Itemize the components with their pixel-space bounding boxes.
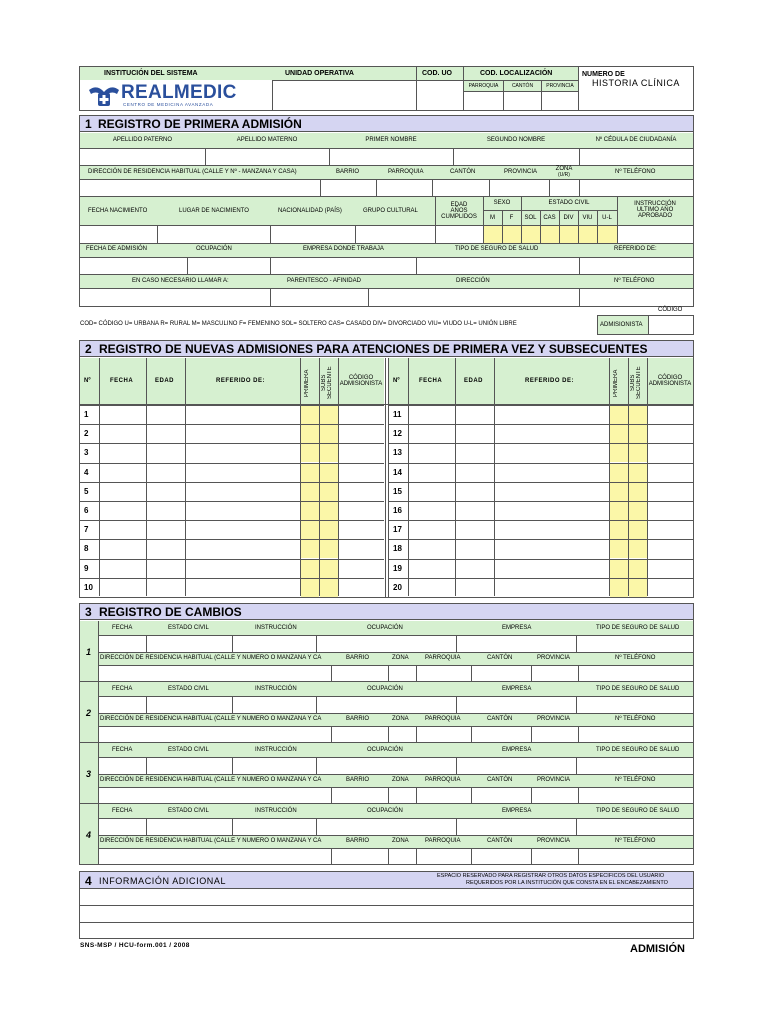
s2-right-vline [647, 358, 648, 596]
s2-row-number: 3 [84, 448, 89, 457]
s3-vline [456, 696, 457, 713]
s2-subsecuente-cell[interactable] [320, 444, 338, 462]
s3-vline [576, 757, 577, 774]
s3-top-label: INSTRUCCIÓN [255, 808, 297, 814]
s2-subsecuente-cell[interactable] [629, 579, 647, 597]
estado-cas-cell[interactable] [541, 226, 559, 243]
s3-vline [146, 757, 147, 774]
s2-right-vline [494, 358, 495, 596]
s2-right-vline [455, 358, 456, 596]
s3-top-label: FECHA [112, 808, 133, 814]
section-2-number: 2 [85, 342, 92, 356]
s2-row-number: 15 [393, 487, 402, 496]
s3-vline [416, 665, 417, 681]
footer-title: ADMISIÓN [630, 943, 685, 955]
s3-bottom-label: DIRECCIÓN DE RESIDENCIA HABITUAL (CALLE Y NUMERO O MANZANA Y CA [100, 838, 322, 844]
s3-top-label: INSTRUCCIÓN [255, 747, 297, 753]
s2-right-primera-label: PRIMERA [613, 369, 619, 397]
s1-direccion-contacto-label: DIRECCIÓN [456, 278, 490, 284]
s1-telefono-contacto-label: Nº TELÉFONO [614, 278, 655, 284]
s2-row-number: 2 [84, 429, 89, 438]
s1-direccion-label: DIRECCIÓN DE RESIDENCIA HABITUAL (CALLE Y Nº - MANZANA Y CASA) [88, 169, 297, 175]
s3-hline [99, 696, 693, 697]
s1-edad-label-2: AÑOS [450, 208, 468, 214]
s3-vline [456, 635, 457, 652]
s1-parroquia-label: PARROQUIA [388, 169, 424, 175]
section-1-title: REGISTRO DE PRIMERA ADMISIÓN [98, 117, 302, 131]
s3-bottom-label: DIRECCIÓN DE RESIDENCIA HABITUAL (CALLE Y NUMERO O MANZANA Y CA [100, 777, 322, 783]
s3-bottom-label: PROVINCIA [537, 655, 571, 661]
s2-subsecuente-cell[interactable] [320, 406, 338, 424]
s2-subsecuente-cell[interactable] [320, 464, 338, 482]
s3-vline [232, 696, 233, 713]
s3-vline [331, 848, 332, 864]
s3-hline [99, 818, 693, 819]
s2-left-vline [338, 358, 339, 596]
s3-bottom-label: BARRIO [346, 777, 370, 783]
s1-empresa-label: EMPRESA DONDE TRABAJA [303, 246, 384, 252]
s2-primera-cell[interactable] [610, 464, 628, 482]
s2-right-hline [389, 597, 693, 598]
s2-primera-cell[interactable] [610, 425, 628, 443]
s2-row-number: 13 [393, 448, 402, 457]
s2-row-number: 10 [84, 583, 93, 592]
s1-lugar-nac-label: LUGAR DE NACIMIENTO [179, 208, 249, 214]
s3-vline [578, 787, 579, 803]
s3-hline [99, 726, 693, 727]
header-numero-label: NUMERO DE [582, 71, 625, 78]
s3-vline [232, 818, 233, 835]
s2-row-number: 14 [393, 468, 402, 477]
s3-vline [471, 848, 472, 864]
s2-left-vline [185, 358, 186, 596]
s3-vline [416, 726, 417, 742]
s2-subsecuente-cell[interactable] [629, 483, 647, 501]
s3-top-label: TIPO DE SEGURO DE SALUD [596, 625, 680, 631]
s3-vline [388, 726, 389, 742]
s2-right-ref-label: REFERIDO DE: [525, 378, 575, 384]
s1-edad-label-3: CUMPLIDOS [441, 214, 477, 220]
s2-row-number: 11 [393, 410, 402, 419]
section-4-note-2: REQUERIDOS POR LA INSTITUCIÓN QUE CONSTA EN EL ENCABEZAMIENTO [466, 880, 668, 886]
sexo-f-cell[interactable] [503, 226, 521, 243]
s3-bottom-label: Nº TELÉFONO [615, 716, 656, 722]
s2-row-number: 4 [84, 468, 89, 477]
s1-instruccion-label-2: ULTIMO AÑO [636, 207, 674, 213]
s2-center-divider [385, 358, 389, 597]
logo-name: REALMEDIC [121, 82, 237, 103]
estado-ul-cell[interactable] [598, 226, 617, 243]
s2-primera-cell[interactable] [301, 560, 319, 578]
s3-vline [456, 818, 457, 835]
s2-subsecuente-cell[interactable] [629, 540, 647, 558]
s2-primera-cell[interactable] [301, 425, 319, 443]
s1-div-label: DIV [563, 215, 574, 221]
s3-vline [146, 635, 147, 652]
s1-instruccion-label-1: INSTRUCCIÓN [634, 201, 676, 207]
s2-subsecuente-cell[interactable] [320, 425, 338, 443]
s1-seguro-label: TIPO DE SEGURO DE SALUD [455, 246, 539, 252]
s3-vline [388, 787, 389, 803]
s2-primera-cell[interactable] [610, 406, 628, 424]
s3-vline [316, 757, 317, 774]
header-cod-uo-label: COD. UO [422, 70, 452, 77]
s3-top-label: ESTADO CIVIL [168, 686, 209, 692]
s2-row-number: 8 [84, 544, 89, 553]
s2-right-fecha-label: FECHA [419, 378, 443, 384]
s3-vline [232, 635, 233, 652]
s3-top-label: FECHA [112, 686, 133, 692]
s1-telefono-label: Nº TELÉFONO [615, 169, 656, 175]
s3-top-label: INSTRUCCIÓN [255, 625, 297, 631]
s2-left-subs-label-1: SUBS [321, 374, 327, 392]
s1-llamar-label: EN CASO NECESARIO LLAMAR A: [132, 278, 229, 284]
s1-cedula-label: Nº CÉDULA DE CIUDADANÍA [595, 137, 677, 143]
s3-vline [576, 635, 577, 652]
s3-top-label: OCUPACIÓN [367, 686, 403, 692]
s3-vline [456, 757, 457, 774]
s2-right-edad-label: EDAD [464, 378, 484, 384]
s2-subsecuente-cell[interactable] [320, 483, 338, 501]
s2-primera-cell[interactable] [301, 444, 319, 462]
s1-provincia-label: PROVINCIA [504, 169, 538, 175]
s2-row-number: 19 [393, 564, 402, 573]
s3-vline [578, 665, 579, 681]
s1-viu-label: VIU [582, 215, 593, 221]
s1-ul-label: U-L [602, 215, 612, 221]
s3-bottom-label: ZONA [392, 777, 409, 783]
s2-primera-cell[interactable] [610, 502, 628, 520]
s3-block-number: 2 [86, 708, 92, 718]
s1-estado-civil-label: ESTADO CIVIL [548, 200, 590, 206]
s3-bottom-label: DIRECCIÓN DE RESIDENCIA HABITUAL (CALLE Y NUMERO O MANZANA Y CA [100, 716, 322, 722]
s3-top-label: OCUPACIÓN [367, 625, 403, 631]
s3-vline [331, 665, 332, 681]
header-institucion-label: INSTITUCIÓN DEL SISTEMA [104, 70, 198, 77]
section-4-note-1: ESPACIO RESERVADO PARA REGISTRAR OTROS DATOS ESPECIFICOS DEL USUARIO [437, 873, 665, 879]
s3-top-label: EMPRESA [502, 625, 532, 631]
s3-bottom-label: PARROQUIA [425, 716, 461, 722]
s2-left-primera-label: PRIMERA [304, 369, 310, 397]
s3-vline [531, 665, 532, 681]
s3-vline [531, 848, 532, 864]
s3-top-label: EMPRESA [502, 808, 532, 814]
s3-bottom-label: CANTÓN [487, 777, 513, 783]
s3-vline [316, 635, 317, 652]
s2-row-number: 20 [393, 583, 402, 592]
s3-bottom-label: Nº TELÉFONO [615, 838, 656, 844]
s3-vline [316, 818, 317, 835]
s1-sol-label: SOL [524, 215, 537, 221]
s2-primera-cell[interactable] [301, 521, 319, 539]
s3-top-label: FECHA [112, 625, 133, 631]
s1-codigo-input[interactable] [648, 315, 694, 335]
section-3-box [79, 603, 694, 865]
s1-primer-nombre-label: PRIMER NOMBRE [365, 137, 417, 143]
s2-subsecuente-cell[interactable] [320, 560, 338, 578]
s3-vline [531, 787, 532, 803]
s1-row4-labels [80, 244, 693, 257]
s2-left-vline [99, 358, 100, 596]
s2-primera-cell[interactable] [301, 406, 319, 424]
s2-subsecuente-cell[interactable] [320, 540, 338, 558]
s1-zona-sub-label: (U/R) [558, 172, 570, 178]
s1-edad-label-1: EDAD [450, 202, 468, 208]
s3-top-label: OCUPACIÓN [367, 808, 403, 814]
s2-subsecuente-cell[interactable] [629, 444, 647, 462]
s2-row-number: 18 [393, 544, 402, 553]
s2-row-number: 12 [393, 429, 402, 438]
realmedic-logo [87, 83, 237, 109]
s2-primera-cell[interactable] [301, 540, 319, 558]
section-3-number: 3 [85, 605, 92, 619]
s3-bottom-label: CANTÓN [487, 838, 513, 844]
s3-bottom-label: PROVINCIA [537, 838, 571, 844]
s3-block-number: 4 [86, 830, 92, 840]
s3-vline [576, 696, 577, 713]
s2-left-fecha-label: FECHA [110, 378, 134, 384]
s2-right-subs-label-2: SECUENTE [636, 366, 642, 400]
s3-vline [388, 665, 389, 681]
s2-subsecuente-cell[interactable] [629, 560, 647, 578]
s2-subsecuente-cell[interactable] [629, 425, 647, 443]
s2-row-number: 16 [393, 506, 402, 515]
s1-apellido-paterno-label: APELLIDO PATERNO [112, 137, 173, 143]
s3-vline [531, 726, 532, 742]
s3-vline [316, 696, 317, 713]
s2-primera-cell[interactable] [301, 502, 319, 520]
s3-bottom-label: DIRECCIÓN DE RESIDENCIA HABITUAL (CALLE Y NUMERO O MANZANA Y CA [100, 655, 322, 661]
s2-left-subs-label-2: SECUENTE [327, 366, 333, 400]
s2-primera-cell[interactable] [301, 579, 319, 597]
s3-bottom-label: Nº TELÉFONO [615, 655, 656, 661]
header-parroquia-label: PARROQUIA [468, 83, 499, 89]
s1-f-label: F [509, 215, 514, 221]
s3-top-label: TIPO DE SEGURO DE SALUD [596, 808, 680, 814]
s1-barrio-label: BARRIO [336, 169, 360, 175]
s2-left-ref-label: REFERIDO DE: [216, 378, 266, 384]
s3-vline [578, 848, 579, 864]
estado-div-cell[interactable] [560, 226, 578, 243]
s2-subsecuente-cell[interactable] [629, 521, 647, 539]
s2-subsecuente-cell[interactable] [629, 502, 647, 520]
s2-left-hline [80, 597, 384, 598]
section-4-title: INFORMACIÓN ADICIONAL [99, 876, 227, 886]
s3-top-label: INSTRUCCIÓN [255, 686, 297, 692]
s2-primera-cell[interactable] [610, 579, 628, 597]
s2-right-cod-label-2: ADMISIONISTA [648, 381, 692, 387]
s3-vline [471, 787, 472, 803]
s3-bottom-label: BARRIO [346, 716, 370, 722]
s2-row-number: 6 [84, 506, 89, 515]
estado-viu-cell[interactable] [579, 226, 597, 243]
s2-primera-cell[interactable] [301, 464, 319, 482]
s2-subsecuente-cell[interactable] [320, 521, 338, 539]
s3-vline [331, 726, 332, 742]
s1-legend: COD= CÓDIGO U= URBANA R= RURAL M= MASCULINO F= FEMENINO SOL= SOLTERO CAS= CASADO DIV= DIVORCIADO VIU= VIUDO U-L= UNIÓN LIBRE [80, 321, 517, 327]
section-3-title: REGISTRO DE CAMBIOS [99, 605, 242, 619]
estado-sol-cell[interactable] [522, 226, 540, 243]
s3-bottom-label: ZONA [392, 838, 409, 844]
s3-block-number: 3 [86, 769, 92, 779]
s2-primera-cell[interactable] [610, 521, 628, 539]
s3-bottom-label: PARROQUIA [425, 655, 461, 661]
s3-bottom-label: PARROQUIA [425, 777, 461, 783]
s2-subsecuente-cell[interactable] [629, 406, 647, 424]
s3-bottom-label: CANTÓN [487, 716, 513, 722]
s2-left-cod-label-1: CÓDIGO [348, 375, 374, 381]
s1-apellido-materno-label: APELLIDO MATERNO [236, 137, 298, 143]
s1-ocupacion-label: OCUPACIÓN [196, 246, 232, 252]
s3-top-label: ESTADO CIVIL [168, 747, 209, 753]
s3-vline [416, 848, 417, 864]
header-provincia-label: PROVINCIA [546, 83, 574, 89]
s3-vline [471, 665, 472, 681]
s3-hline [99, 848, 693, 849]
s3-bottom-label: ZONA [392, 655, 409, 661]
s2-primera-cell[interactable] [610, 540, 628, 558]
s3-top-label: TIPO DE SEGURO DE SALUD [596, 747, 680, 753]
s3-top-label: EMPRESA [502, 747, 532, 753]
s2-left-n-label: Nº [84, 378, 91, 384]
s3-vline [146, 818, 147, 835]
s3-hline [99, 635, 693, 636]
s1-segundo-nombre-label: SEGUNDO NOMBRE [486, 137, 546, 143]
section-1-number: 1 [85, 117, 92, 131]
s2-row-number: 17 [393, 525, 402, 534]
s3-hline [99, 757, 693, 758]
s1-grupo-label: GRUPO CULTURAL [363, 208, 418, 214]
s3-top-label: ESTADO CIVIL [168, 808, 209, 814]
s2-right-cod-label-1: CÓDIGO [657, 375, 683, 381]
s1-admisionista-label: ADMISIONISTA [600, 322, 643, 328]
s1-canton-label: CANTÓN [450, 169, 476, 175]
s3-hline [99, 787, 693, 788]
footer-code: SNS-MSP / HCU-form.001 / 2008 [80, 942, 190, 949]
logo-subtitle: CENTRO DE MEDICINA AVANZADA [123, 102, 214, 107]
s2-primera-cell[interactable] [610, 444, 628, 462]
s2-right-vline [408, 358, 409, 596]
s1-sexo-label: SEXO [493, 200, 511, 206]
header-canton-label: CANTÓN [511, 83, 534, 89]
s2-header-bottom [80, 404, 693, 405]
s3-top-label: FECHA [112, 747, 133, 753]
s3-vline [416, 787, 417, 803]
s3-vline [471, 726, 472, 742]
s2-subsecuente-cell[interactable] [629, 464, 647, 482]
s3-vline [146, 696, 147, 713]
section-2-title: REGISTRO DE NUEVAS ADMISIONES PARA ATENCIONES DE PRIMERA VEZ Y SUBSECUENTES [99, 342, 648, 356]
s2-right-subs-label-1: SUBS [630, 374, 636, 392]
s1-instruccion-label-3: APROBADO [637, 213, 672, 219]
s1-zona-label: ZONA [555, 166, 573, 172]
s3-block-number: 1 [86, 647, 92, 657]
s1-nacionalidad-label: NACIONALIDAD (PAÍS) [278, 208, 342, 214]
section-4-number: 4 [85, 874, 92, 888]
s3-hline [99, 665, 693, 666]
s3-vline [331, 787, 332, 803]
header-historia-label: HISTORIA CLÍNICA [592, 78, 680, 88]
s3-vline [576, 818, 577, 835]
s3-top-label: ESTADO CIVIL [168, 625, 209, 631]
s1-fecha-nac-label: FECHA NACIMIENTO [88, 208, 148, 214]
s2-subsecuente-cell[interactable] [320, 579, 338, 597]
s2-left-cod-label-2: ADMISIONISTA [339, 381, 383, 387]
s1-cas-label: CAS [543, 215, 556, 221]
s3-bottom-label: ZONA [392, 716, 409, 722]
s1-fecha-admision-label: FECHA DE ADMISIÓN [86, 246, 148, 252]
s3-bottom-label: BARRIO [346, 838, 370, 844]
s3-bottom-label: BARRIO [346, 655, 370, 661]
s3-bottom-label: PROVINCIA [537, 716, 571, 722]
s3-bottom-label: CANTÓN [487, 655, 513, 661]
s3-bottom-label: PARROQUIA [425, 838, 461, 844]
s1-parentesco-label: PARENTESCO - AFINIDAD [287, 278, 361, 284]
s2-row-number: 7 [84, 525, 89, 534]
s3-top-label: TIPO DE SEGURO DE SALUD [596, 686, 680, 692]
s2-left-edad-label: EDAD [155, 378, 175, 384]
s3-top-label: EMPRESA [502, 686, 532, 692]
s3-vline [388, 848, 389, 864]
sexo-m-cell[interactable] [484, 226, 502, 243]
s2-primera-cell[interactable] [610, 483, 628, 501]
logo-caduceus-icon [87, 84, 121, 108]
header-cod-loc-label: COD. LOCALIZACIÓN [480, 70, 553, 77]
s3-vline [578, 726, 579, 742]
s3-bottom-label: PROVINCIA [537, 777, 571, 783]
s2-subsecuente-cell[interactable] [320, 502, 338, 520]
s2-primera-cell[interactable] [610, 560, 628, 578]
s2-primera-cell[interactable] [301, 483, 319, 501]
s2-left-vline [146, 358, 147, 596]
s3-top-label: OCUPACIÓN [367, 747, 403, 753]
s3-bottom-label: Nº TELÉFONO [615, 777, 656, 783]
s2-row-number: 1 [84, 410, 89, 419]
s3-vline [232, 757, 233, 774]
s1-m-label: M [490, 215, 495, 221]
s1-codigo-label: CÓDIGO [658, 307, 683, 313]
s2-right-n-label: Nº [393, 378, 400, 384]
s1-referido-label: REFERIDO DE: [614, 246, 657, 252]
s2-row-number: 5 [84, 487, 89, 496]
s2-row-number: 9 [84, 564, 89, 573]
header-unidad-label: UNIDAD OPERATIVA [285, 70, 354, 77]
